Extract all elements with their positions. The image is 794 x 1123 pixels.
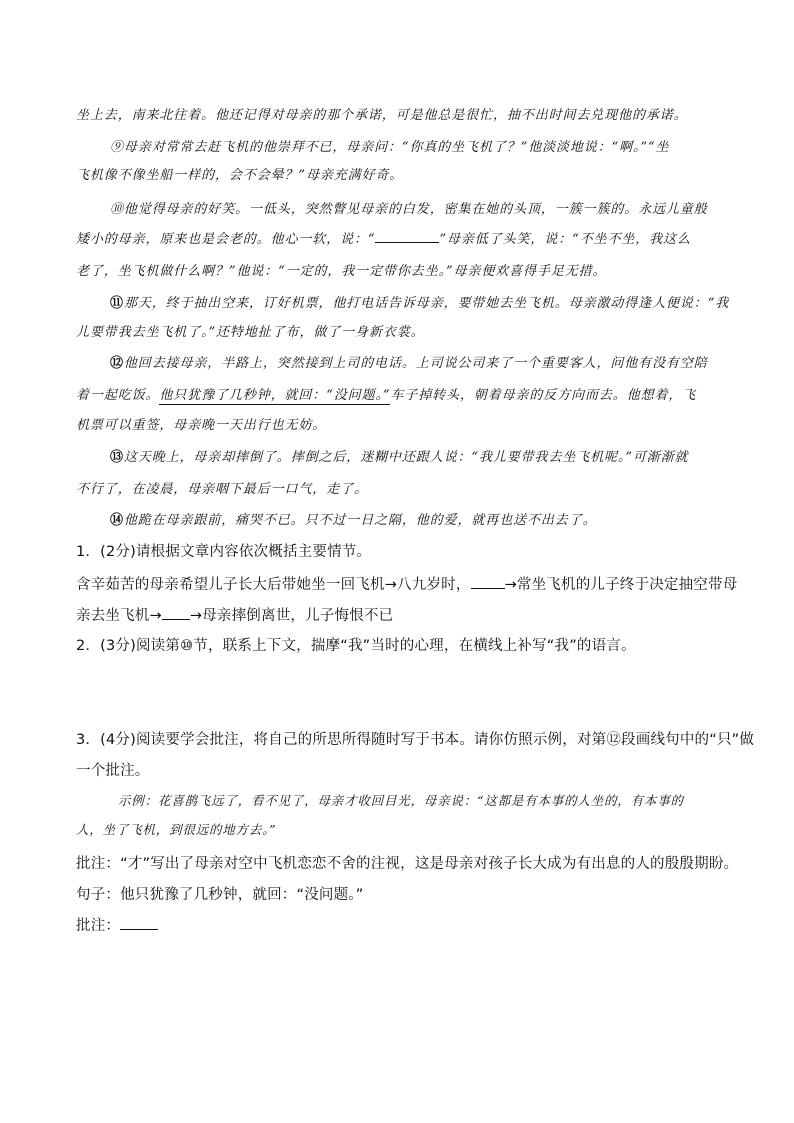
example-line-1: 示例：花喜鹊飞远了，看不见了，母亲才收回目光，母亲说：“这都是有本事的人坐的，有本事的: [118, 793, 684, 808]
annotation-answer: 批注：: [76, 914, 158, 935]
question-2-stem: 2．(3分)阅读第⑩节，联系上下文，揣摩“我”当时的心理，在横线上补写“我”的语言。: [76, 638, 636, 654]
paragraph-12-line-3: 机票可以重签，母亲晚一天出行也无妨。: [76, 418, 327, 433]
paragraph-13-line-2: 不行了，在凌晨，母亲咽下最后一口气，走了。: [76, 482, 368, 497]
question-3-stem-line-1: 3．(4分)阅读要学会批注，将自己的所思所得随时写于书本。请你仿照示例，对第⑫段画线句中的“只”做: [76, 732, 755, 748]
underlined-sentence: 他只犹豫了几秒钟，就回：“没问题。”: [159, 388, 391, 403]
paragraph-11-line-1: ⑪那天，终于抽出空来，订好机票，他打电话告诉母亲，要带她去坐飞机。母亲激动得逢人便说：“我: [110, 296, 730, 311]
question-1-stem: 1．(2分)请根据文章内容依次概括主要情节。: [76, 544, 372, 560]
answer-blank[interactable]: [120, 917, 158, 930]
question-1-line-2: 亲去坐飞机→ →母亲摔倒离世，儿子悔恨不已: [76, 608, 394, 624]
paragraph-number: ⑭: [110, 513, 124, 528]
annotation-example: 批注：“才”写出了母亲对空中飞机恋恋不舍的注视，这是母亲对孩子长大成为有出息的人的殷殷期盼。: [76, 856, 739, 872]
question-1-line-1: 含辛茹苦的母亲希望儿子长大后带她坐一回飞机→八九岁时， →常坐飞机的儿子终于决定抽空带母: [76, 577, 738, 593]
paragraph-9-line-2: 飞机像不像坐船一样的，会不会晕？”母亲充满好奇。: [76, 168, 404, 183]
paragraph-10-line-3: 老了，坐飞机做什么啊？”他说：“一定的，我一定带你去坐。”母亲便欢喜得手足无措。: [76, 264, 607, 279]
paragraph-11-line-2: 儿要带我去坐飞机了。”还特地扯了布，做了一身新衣裳。: [76, 325, 425, 340]
answer-blank[interactable]: [375, 230, 439, 243]
paragraph-number: ⑫: [110, 356, 124, 371]
paragraph-9-line-1: ⑨母亲对常常去赶飞机的他崇拜不已，母亲问：“你真的坐飞机了？”他淡淡地说：“啊。”“坐: [110, 140, 670, 155]
paragraph-10-line-2: 矮小的母亲，原来也是会老的。他心一软，说：“ ”母亲低了头笑，说：“不坐不坐，我这么: [76, 232, 691, 247]
paragraph-10-line-1: ⑩他觉得母亲的好笑。一低头，突然瞥见母亲的白发，密集在她的头顶，一簇一簇的。永远儿童般: [110, 202, 708, 217]
answer-blank[interactable]: [471, 576, 505, 589]
paragraph-12-line-1: ⑫他回去接母亲，半路上，突然接到上司的电话。上司说公司来了一个重要客人，问他有没有空陪: [110, 356, 708, 371]
answer-blank[interactable]: [162, 607, 190, 620]
paragraph-number: ⑪: [110, 296, 124, 311]
paragraph-14-line-1: ⑭他跪在母亲跟前，痛哭不已。只不过一日之隔，他的爱，就再也送不出去了。: [110, 513, 597, 528]
example-line-2: 人，坐了飞机，到很远的地方去。”: [76, 822, 277, 837]
question-3-stem-line-2: 一个批注。: [76, 763, 150, 779]
paragraph-8-tail: 坐上去，南来北往着。他还记得对母亲的那个承诺，可是他总是很忙，抽不出时间去兑现他的承诺。: [76, 108, 688, 123]
paragraph-number: ⑩: [110, 202, 124, 217]
paragraph-number: ⑬: [110, 450, 124, 465]
paragraph-number: ⑨: [110, 140, 124, 155]
paragraph-12-line-2: 着一起吃饭。他只犹豫了几秒钟，就回：“没问题。”车子掉转头，朝着母亲的反方向而去。他想着，飞: [76, 388, 697, 403]
paragraph-13-line-1: ⑬这天晚上，母亲却摔倒了。摔倒之后，迷糊中还跟人说：“我儿要带我去坐飞机呢。”可渐渐就: [110, 450, 689, 465]
target-sentence: 句子：他只犹豫了几秒钟，就回：“没问题。”: [76, 887, 364, 903]
